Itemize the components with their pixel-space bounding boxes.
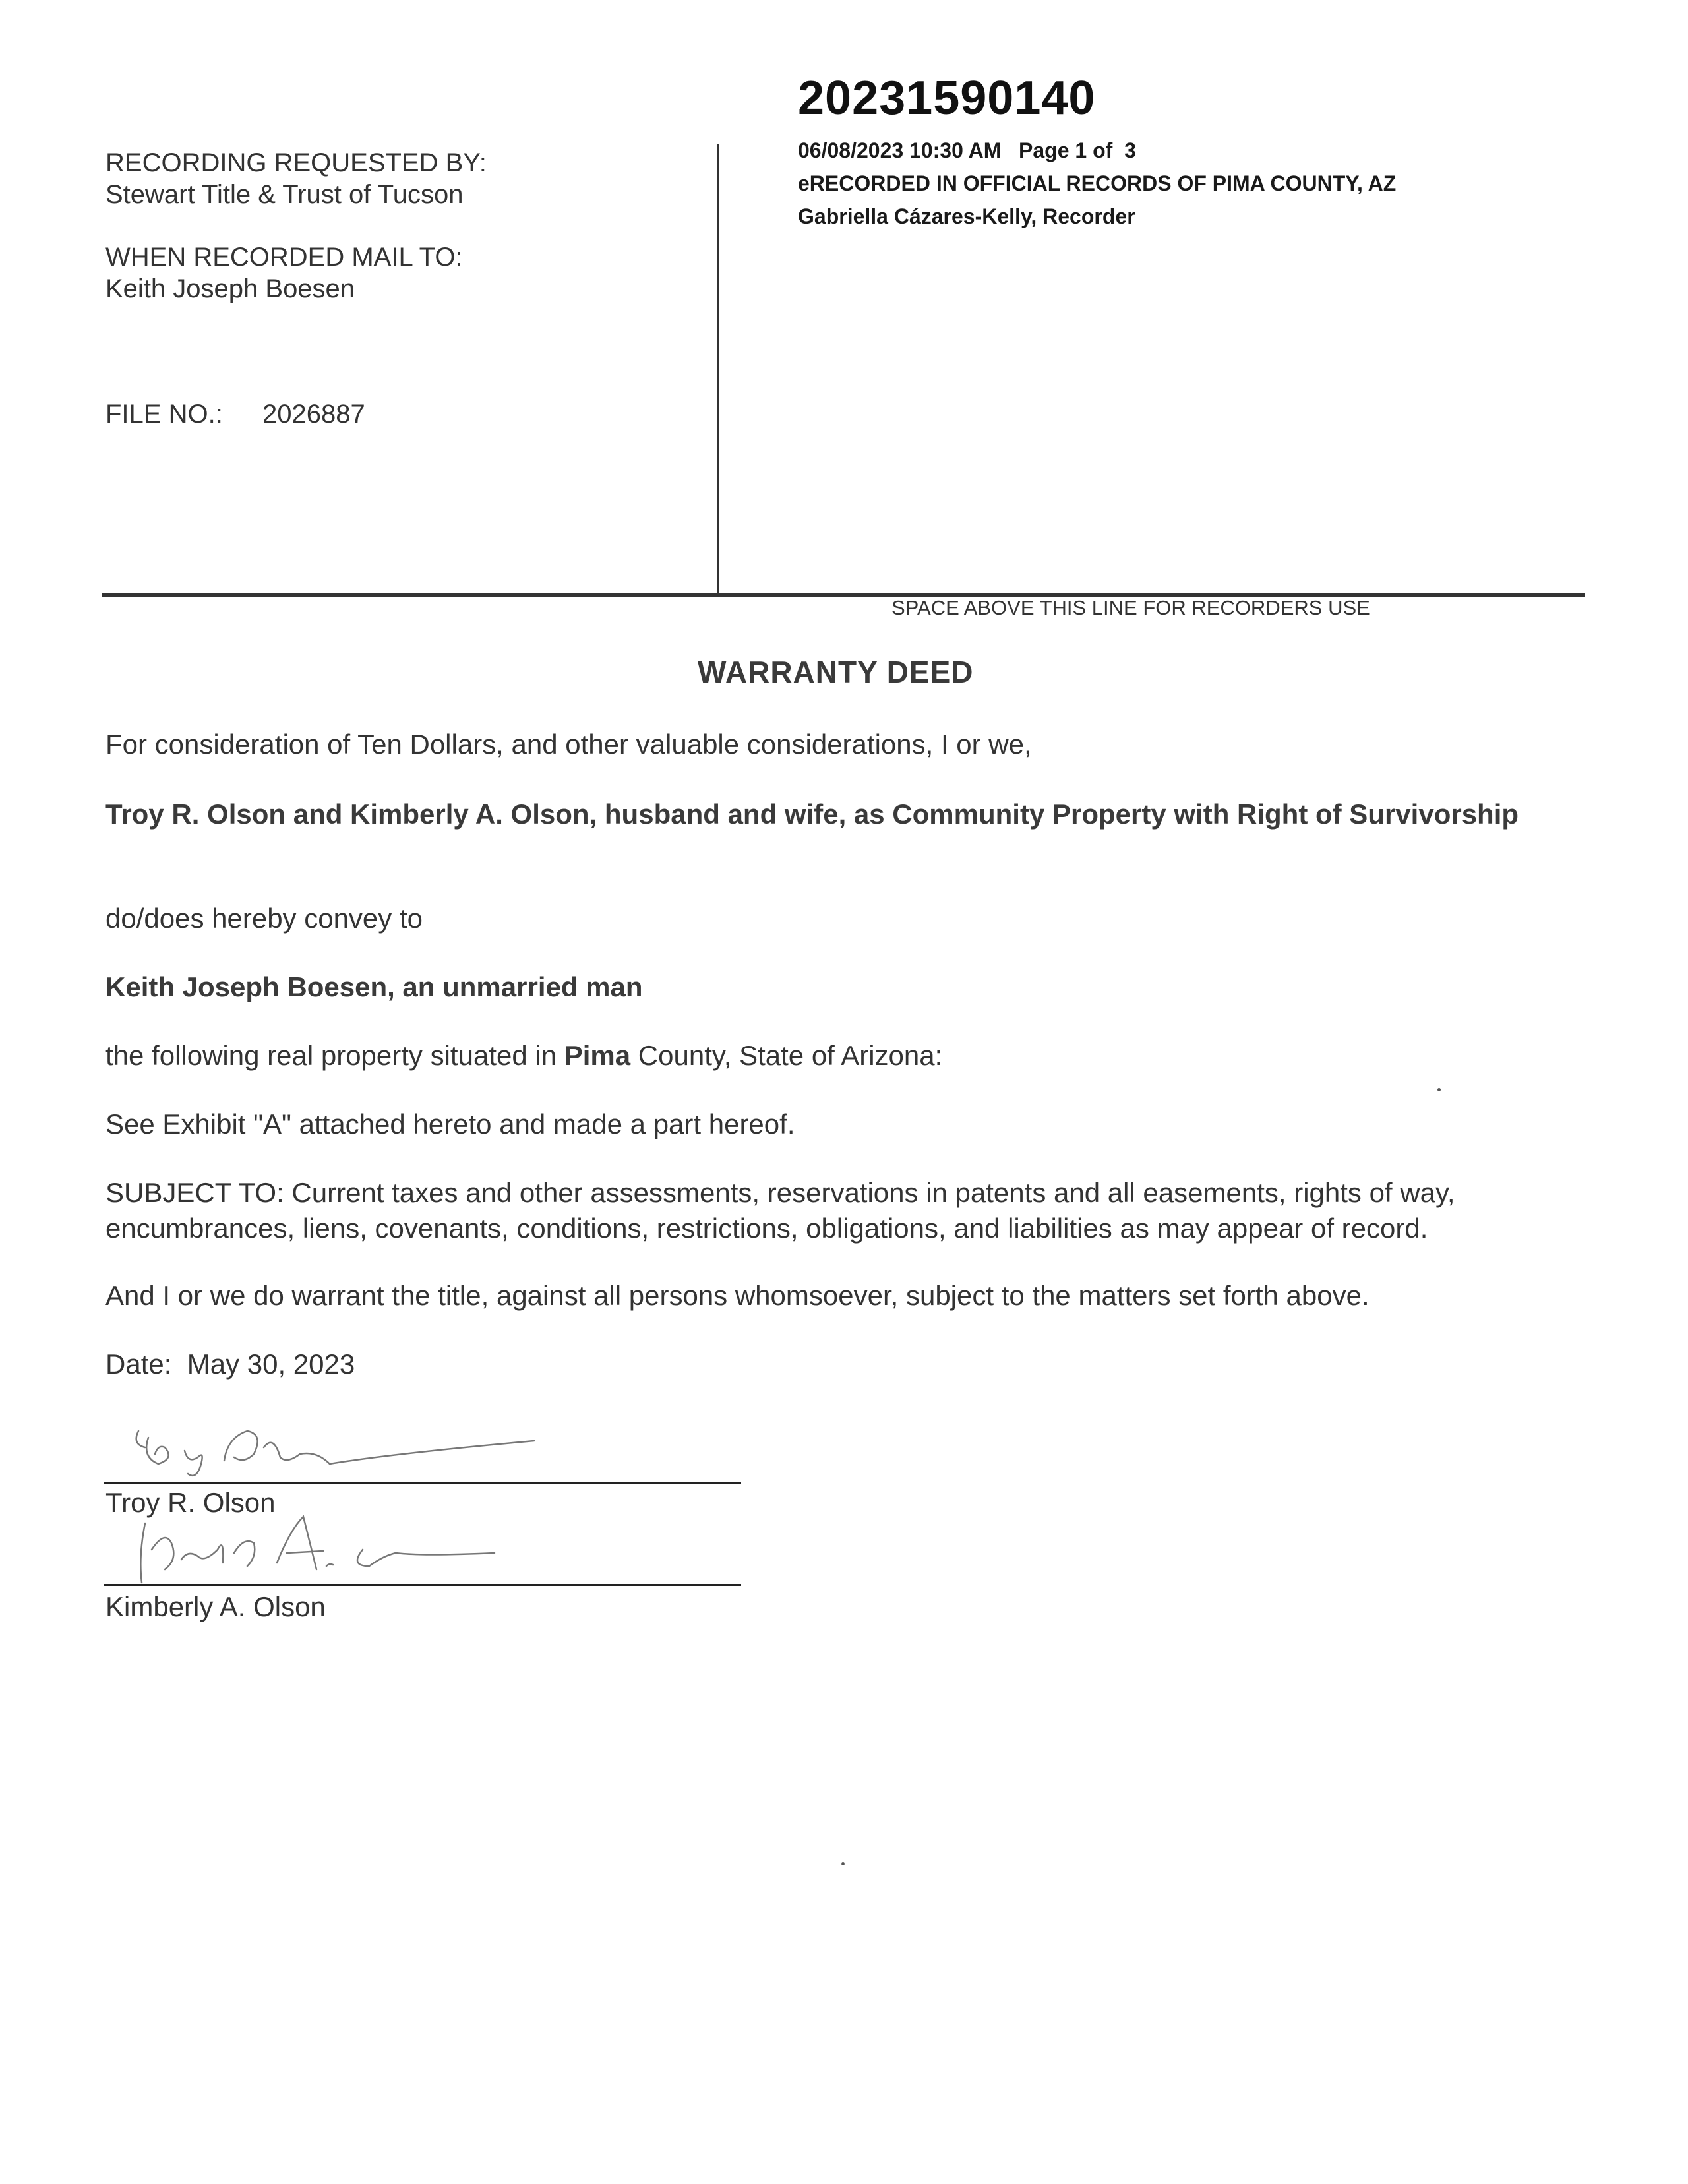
- mail-to-value: Keith Joseph Boesen: [106, 274, 355, 303]
- recording-requested-label: RECORDING REQUESTED BY:: [106, 148, 487, 177]
- signature-troy-olson: [112, 1418, 547, 1490]
- property-county: Pima: [564, 1040, 631, 1071]
- property-prefix: the following real property situated in: [106, 1040, 564, 1071]
- convey-text: do/does hereby convey to: [106, 903, 423, 934]
- document-number: 20231590140: [798, 72, 1096, 125]
- consideration-text: For consideration of Ten Dollars, and other valuable considerations, I or we,: [106, 729, 1032, 760]
- grantors-text: Troy R. Olson and Kimberly A. Olson, husband and wife, as Community Property with Right of Survivorship: [106, 799, 1519, 830]
- subject-to-text: SUBJECT TO: Current taxes and other assessments, reservations in patents and all easements, rights of way, encumbrances, liens, covenants, conditions, restrictions, obligations, and liabilities as may appear of record.: [106, 1177, 1455, 1244]
- scan-speck: [841, 1862, 845, 1866]
- signature-kimberly-olson: [125, 1503, 521, 1589]
- file-no-value: 2026887: [262, 400, 365, 429]
- signature-line-1: [104, 1482, 741, 1484]
- exhibit-text: See Exhibit "A" attached hereto and made a part hereof.: [106, 1108, 795, 1139]
- recorded-official-records: eRECORDED IN OFFICIAL RECORDS OF PIMA COUNTY, AZ: [798, 171, 1397, 195]
- recorded-datetime-page: 06/08/2023 10:30 AM Page 1 of 3: [798, 138, 1136, 162]
- signer-name-1: Troy R. Olson: [106, 1487, 276, 1518]
- mail-to-label: WHEN RECORDED MAIL TO:: [106, 243, 463, 272]
- warrant-text: And I or we do warrant the title, against all persons whomsoever, subject to the matters set forth above.: [106, 1280, 1370, 1311]
- space-above-note: SPACE ABOVE THIS LINE FOR RECORDERS USE: [891, 596, 1370, 619]
- deed-date: Date: May 30, 2023: [106, 1349, 355, 1380]
- property-location-text: [106, 1038, 942, 1074]
- recording-requested-value: Stewart Title & Trust of Tucson: [106, 180, 464, 209]
- recorder-name: Gabriella Cázares-Kelly, Recorder: [798, 204, 1135, 228]
- file-no-label: FILE NO.:: [106, 400, 223, 429]
- signature-line-2: [104, 1584, 741, 1586]
- grantee-text: Keith Joseph Boesen, an unmarried man: [106, 971, 643, 1002]
- signer-name-2: Kimberly A. Olson: [106, 1591, 326, 1622]
- scan-speck: [1437, 1088, 1441, 1091]
- header-vertical-divider: [717, 144, 719, 596]
- property-suffix: County, State of Arizona:: [630, 1040, 943, 1071]
- document-title: WARRANTY DEED: [698, 655, 974, 689]
